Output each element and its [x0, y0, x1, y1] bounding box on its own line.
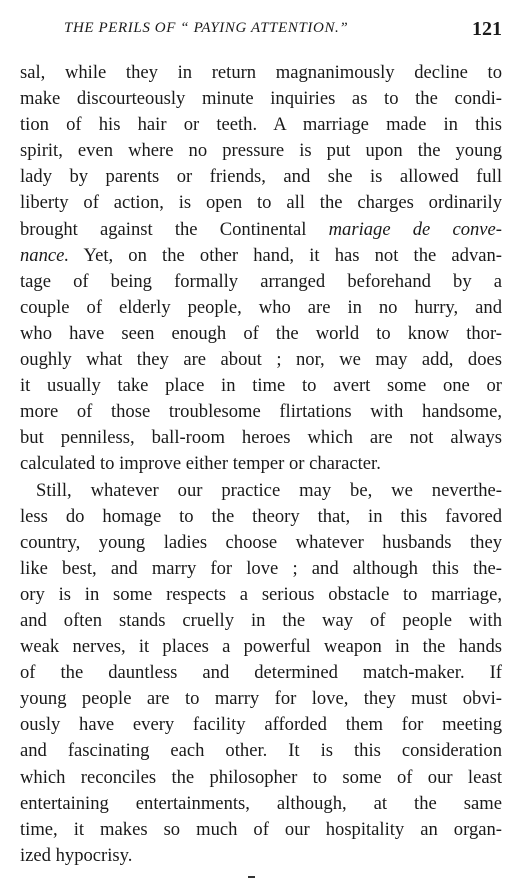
line-text: weak nerves, it places a powerful weapon in the hands	[20, 636, 502, 658]
text-line	[20, 243, 502, 269]
text-line	[20, 556, 502, 582]
line-text: ized hypocrisy.	[20, 844, 133, 866]
line-text: which reconciles the philosopher to some of our least	[20, 766, 502, 788]
text-line	[20, 738, 502, 764]
text-line	[20, 190, 502, 216]
text-line	[20, 164, 502, 190]
text-line	[20, 112, 502, 138]
running-title: THE PERILS OF “ PAYING ATTENTION.”	[64, 20, 349, 36]
text-line	[20, 712, 502, 738]
text-line	[20, 608, 502, 634]
line-text: and often stands cruelly in the way of people with	[20, 609, 502, 631]
line-text: ously have every facility afforded them for meeting	[20, 714, 502, 736]
text-line	[20, 843, 502, 869]
text-line	[20, 399, 502, 425]
line-text: calculated to improve either temper or character.	[20, 453, 381, 475]
text-line	[20, 60, 502, 86]
text-line	[20, 86, 502, 112]
line-text: less do homage to the theory that, in this favored	[20, 505, 502, 527]
line-text: more of those troublesome flirtations with handsome,	[20, 401, 502, 423]
line-text: entertaining entertainments, although, at the same	[20, 792, 502, 814]
line-text: ory is in some respects a serious obstacle to marriage,	[20, 583, 502, 605]
body-text	[20, 60, 502, 869]
line-text: Yet, on the other hand, it has not the advan-	[69, 244, 502, 266]
line-text: tion of his hair or teeth. A marriage made in this	[20, 114, 502, 136]
line-text: lady by parents or friends, and she is allowed full	[20, 166, 502, 188]
text-line	[20, 686, 502, 712]
line-text: young people are to marry for love, they must obvi-	[20, 688, 502, 710]
line-text: make discourteously minute inquiries as to the condi-	[20, 88, 502, 110]
line-text: and fascinating each other. It is this consideration	[20, 740, 502, 762]
text-line	[20, 791, 502, 817]
line-text: tage of being formally arranged beforehand by a	[20, 270, 502, 292]
line-text: but penniless, ball-room heroes which are not always	[20, 427, 502, 449]
line-text: brought against the Continental	[20, 218, 329, 240]
line-text: spirit, even where no pressure is put upon the young	[20, 140, 502, 162]
text-line	[20, 373, 502, 399]
line-text: country, young ladies choose whatever husbands they	[20, 531, 502, 553]
page-header	[20, 18, 502, 42]
text-line	[20, 504, 502, 530]
text-line	[20, 478, 502, 504]
text-line	[20, 138, 502, 164]
text-line	[20, 634, 502, 660]
text-line	[20, 660, 502, 686]
text-line	[20, 530, 502, 556]
text-line	[20, 451, 502, 477]
line-text: who have seen enough of the world to know thor-	[20, 322, 502, 344]
page-number: 121	[472, 18, 502, 40]
text-line	[20, 217, 502, 243]
line-text: couple of elderly people, who are in no hurry, and	[20, 296, 502, 318]
italic-phrase: mariage de conve-	[328, 218, 502, 240]
text-line	[20, 425, 502, 451]
line-text: sal, while they in return magnanimously decline to	[20, 62, 502, 83]
line-text: like best, and marry for love ; and although this the-	[20, 557, 502, 579]
text-line	[20, 321, 502, 347]
line-text: of the dauntless and determined match-maker. If	[20, 662, 502, 684]
line-text: oughly what they are about ; nor, we may add, does	[20, 349, 502, 371]
line-text: it usually take place in time to avert some one or	[20, 375, 502, 397]
line-text: Still, whatever our practice may be, we neverthe-	[36, 479, 502, 501]
text-line	[20, 817, 502, 843]
line-text: time, it makes so much of our hospitality an organ-	[20, 818, 502, 840]
text-line	[20, 765, 502, 791]
line-text: liberty of action, is open to all the charges ordinarily	[20, 192, 502, 214]
text-line	[20, 582, 502, 608]
italic-phrase: nance.	[20, 244, 70, 266]
printer-mark	[248, 876, 255, 878]
text-line	[20, 269, 502, 295]
text-line	[20, 295, 502, 321]
text-line	[20, 347, 502, 373]
